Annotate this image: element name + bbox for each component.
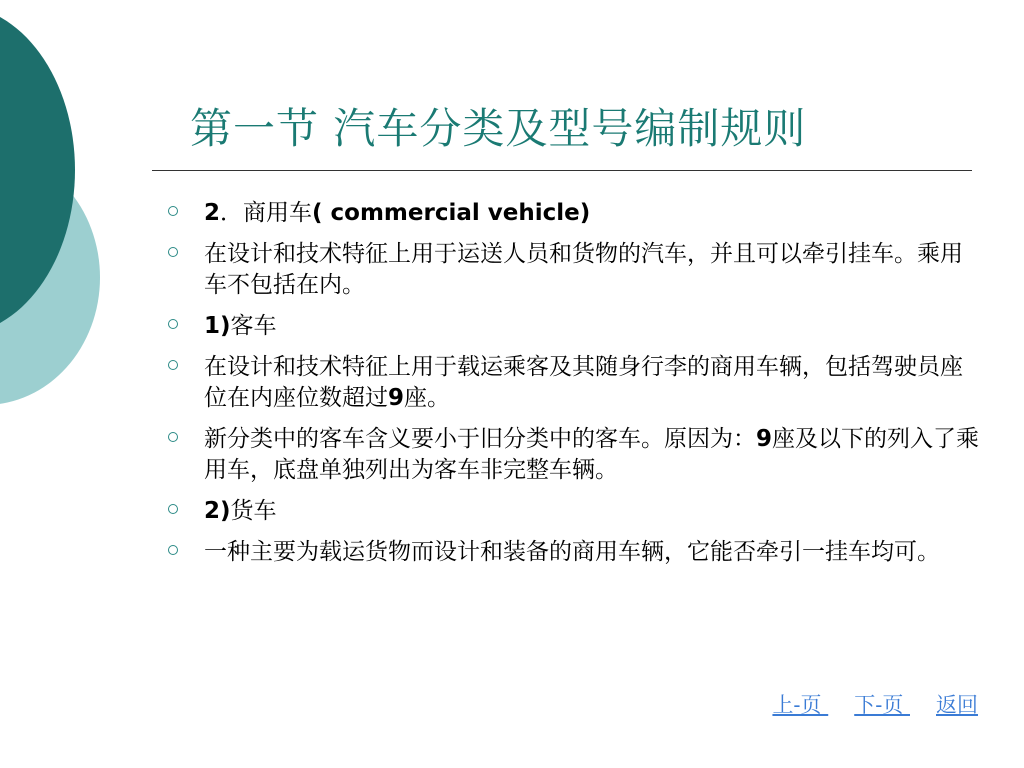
slide-title: 第一节 汽车分类及型号编制规则 xyxy=(190,104,807,153)
bullet-circle-icon xyxy=(168,247,178,257)
bullet-circle-icon xyxy=(168,545,178,555)
bullet-circle-icon xyxy=(168,432,178,442)
list-item: 新分类中的客车含义要小于旧分类中的客车。原因为：9座及以下的列入了乘用车，底盘单独列出为客车非完整车辆。 xyxy=(160,424,980,486)
list-item: 2)货车 xyxy=(160,496,980,527)
bullet-circle-icon xyxy=(168,360,178,370)
bullet-circle-icon xyxy=(168,206,178,216)
next-page-link[interactable]: 下-页 xyxy=(854,693,910,717)
bullet-circle-icon xyxy=(168,504,178,514)
slide-navigation xyxy=(746,689,978,719)
bullet-circle-icon xyxy=(168,319,178,329)
list-item: 1)客车 xyxy=(160,311,980,342)
list-item: 在设计和技术特征上用于运送人员和货物的汽车，并且可以牵引挂车。乘用车不包括在内。 xyxy=(160,239,980,301)
title-divider xyxy=(152,170,972,171)
list-item: 2．商用车( commercial vehicle) xyxy=(160,198,980,229)
list-item: 一种主要为载运货物而设计和装备的商用车辆，它能否牵引一挂车均可。 xyxy=(160,537,980,568)
slide-content xyxy=(160,198,980,578)
prev-page-link[interactable]: 上-页 xyxy=(772,693,829,717)
list-item: 在设计和技术特征上用于载运乘客及其随身行李的商用车辆，包括驾驶员座位在内座位数超过9座。 xyxy=(160,352,980,414)
back-link[interactable]: 返回 xyxy=(936,693,978,717)
